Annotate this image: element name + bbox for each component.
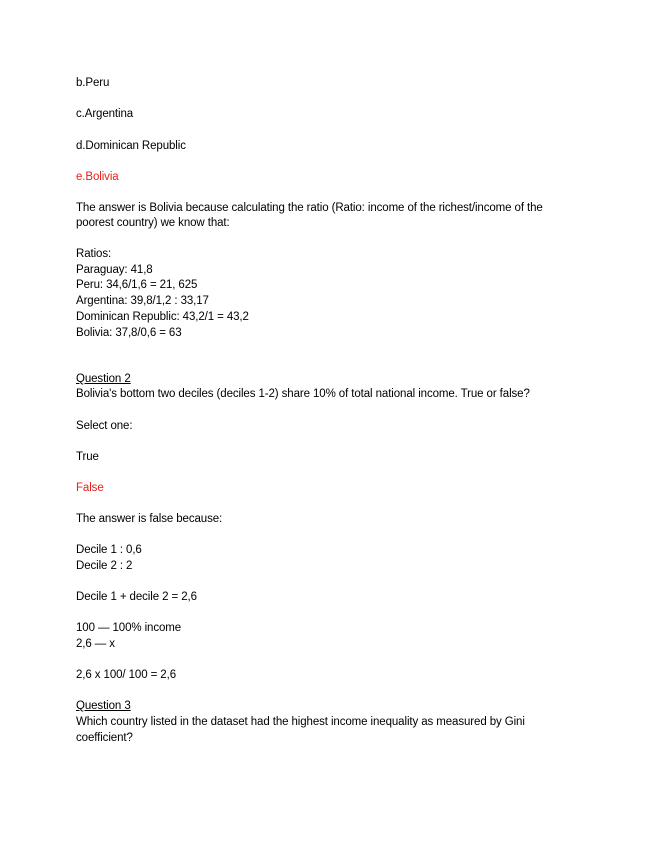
option-d: d.Dominican Republic	[76, 140, 186, 152]
option-b: b.Peru	[76, 77, 110, 89]
ratios-heading: Ratios:	[76, 248, 112, 260]
question-2-text: Bolivia's bottom two deciles (deciles 1-2) share 10% of total national income. True or false?	[76, 388, 530, 400]
option-e-answer: e.Bolivia	[76, 171, 119, 183]
decile-sum: Decile 1 + decile 2 = 2,6	[76, 591, 197, 603]
option-c: c.Argentina	[76, 108, 134, 120]
proportion-line-2: 2,6 — x	[76, 638, 115, 650]
proportion-result: 2,6 x 100/ 100 = 2,6	[76, 669, 176, 681]
ratio-bolivia: Bolivia: 37,8/0,6 = 63	[76, 327, 182, 339]
ratio-dominican-republic: Dominican Republic: 43,2/1 = 43,2	[76, 311, 249, 323]
question-3-text-line-1: Which country listed in the dataset had the highest income inequality as measured by Gini	[76, 716, 525, 728]
ratio-peru: Peru: 34,6/1,6 = 21, 625	[76, 279, 198, 291]
question-2-answer-intro: The answer is false because:	[76, 513, 223, 525]
question-2-heading: Question 2	[76, 373, 131, 385]
decile-2: Decile 2 : 2	[76, 560, 133, 572]
ratio-argentina: Argentina: 39,8/1,2 : 33,17	[76, 295, 209, 307]
question-2-select-one: Select one:	[76, 420, 133, 432]
question-2-option-true: True	[76, 451, 99, 463]
proportion-line-1: 100 — 100% income	[76, 622, 182, 634]
q1-explanation-line-1: The answer is Bolivia because calculating the ratio (Ratio: income of the richest/income of the	[76, 202, 543, 214]
question-3-heading: Question 3	[76, 700, 131, 712]
decile-1: Decile 1 : 0,6	[76, 544, 142, 556]
q1-explanation-line-2: poorest country) we know that:	[76, 217, 230, 229]
question-3-text-line-2: coefficient?	[76, 732, 133, 744]
ratio-paraguay: Paraguay: 41,8	[76, 264, 153, 276]
question-2-option-false-answer: False	[76, 482, 104, 494]
